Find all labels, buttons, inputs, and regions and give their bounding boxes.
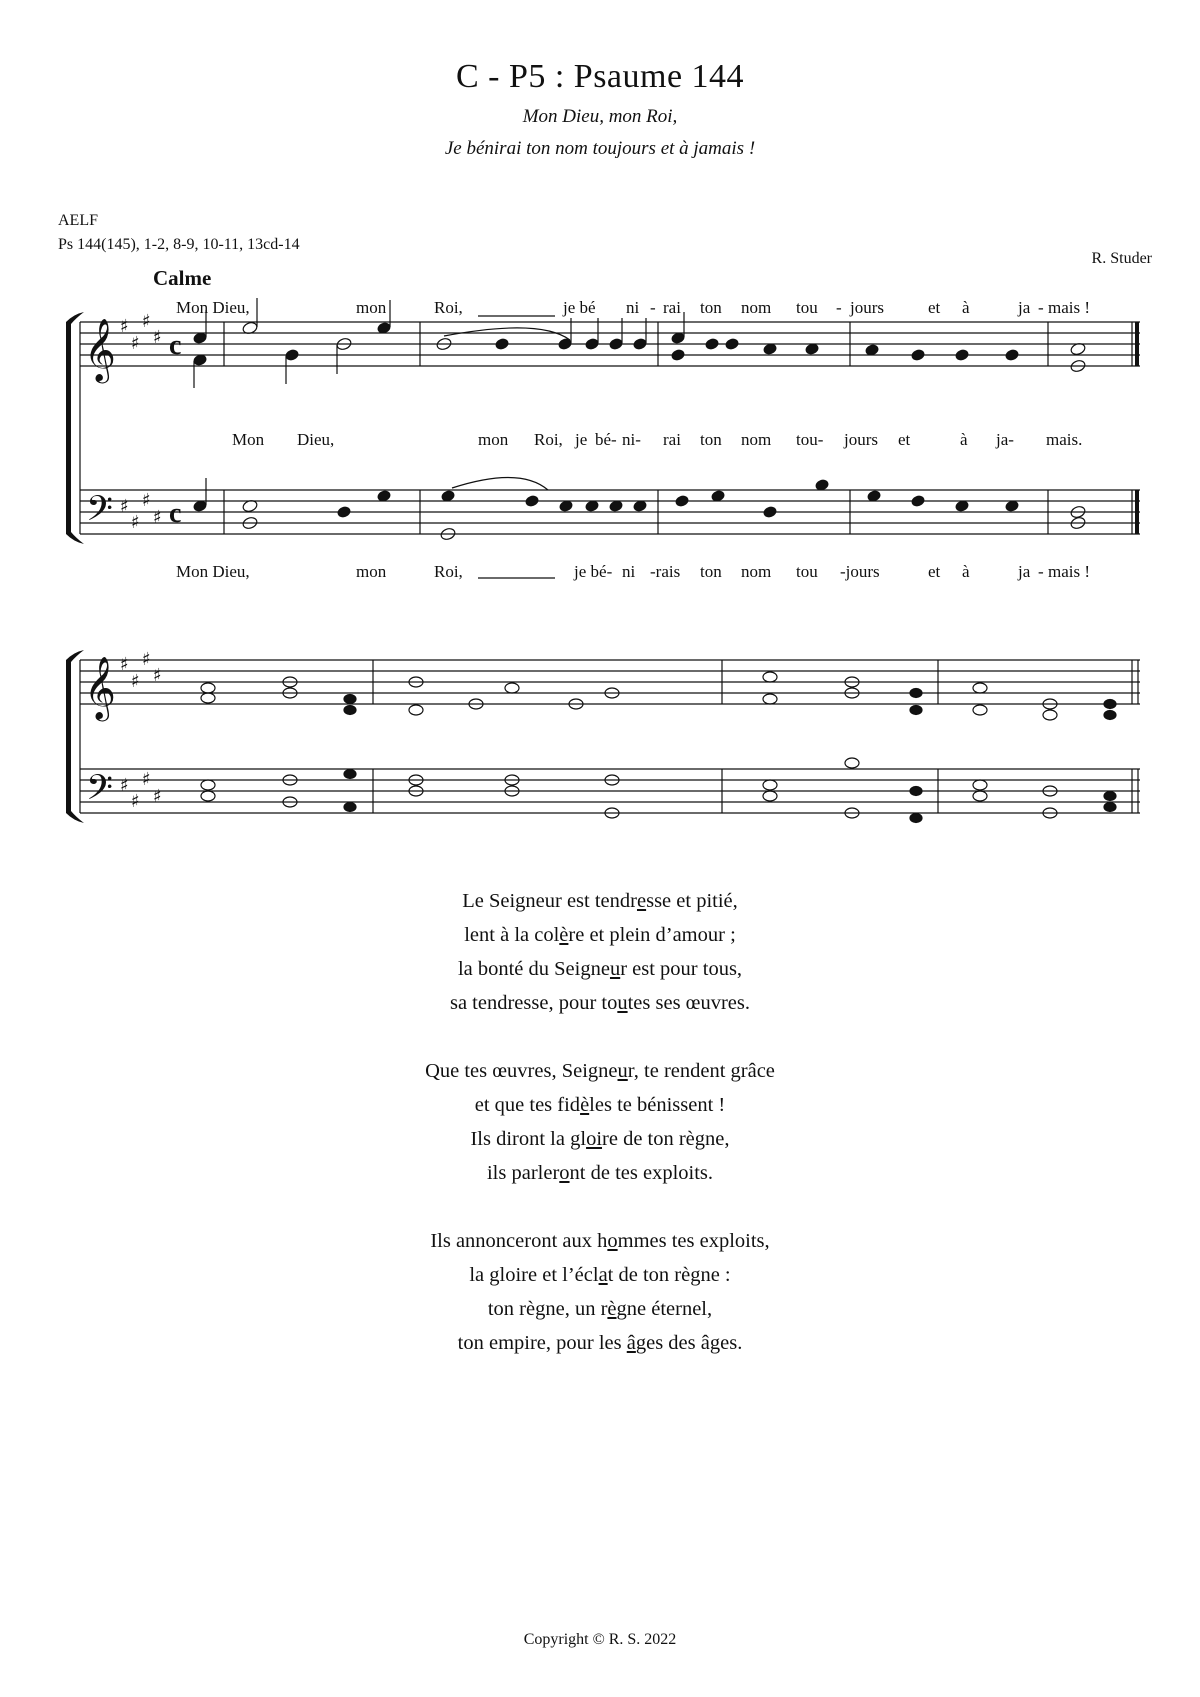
lyric-syllable: Dieu, (297, 430, 335, 449)
lyric-syllable: tou (796, 298, 818, 317)
lyric-syllable: -jours (840, 562, 880, 581)
lyric-syllable: mais ! (1048, 562, 1091, 581)
lyric-syllable: ton (700, 562, 722, 581)
accent-syllable: oi (586, 1128, 603, 1150)
lyric-syllable: nom (741, 562, 772, 581)
lyric-syllable: jours (850, 298, 884, 317)
svg-text:♯: ♯ (153, 507, 162, 528)
svg-text:♯: ♯ (153, 327, 162, 348)
stanza-1 (0, 884, 1200, 1020)
lyric-syllable: jours (844, 430, 878, 449)
verse-line: sa tendresse, pour toutes ses œuvres. (449, 992, 751, 1014)
verse-line: la gloire et l’éclat de ton règne : (469, 1264, 731, 1286)
psalm-verses (0, 884, 1200, 1394)
lyric-syllable: ja (1018, 298, 1031, 317)
lyric-syllable: mais. (1046, 430, 1083, 449)
lyric-syllable: nom (741, 298, 772, 317)
svg-text:♯: ♯ (120, 496, 129, 517)
lyric-syllable: ni (626, 298, 640, 317)
lyric-syllable: Roi, (434, 562, 463, 581)
verse-line: Le Seigneur est tendresse et pitié, (462, 890, 738, 912)
svg-text:♯: ♯ (120, 654, 129, 675)
lyric-syllable: je bé- (574, 562, 613, 581)
lyric-syllable: Mon (232, 430, 265, 449)
lyric-syllable: rai (663, 298, 681, 317)
accent-syllable: â (626, 1332, 636, 1354)
stanza-2 (0, 1054, 1200, 1190)
accent-syllable: è (607, 1298, 617, 1320)
lyric-syllable: à (962, 562, 970, 581)
lyric-syllable: -rais (650, 562, 681, 581)
verse-line: Que tes œuvres, Seigneur, te rendent grâce (425, 1060, 775, 1082)
bass-clef-icon: 𝄢 (86, 767, 114, 816)
svg-text:♯: ♯ (142, 649, 151, 670)
verse-line: Ils annonceront aux hommes tes exploits, (430, 1230, 770, 1252)
verse-line: Ils diront la gloire de ton règne, (470, 1128, 730, 1150)
verse-line: et que tes fidèles te bénissent ! (474, 1094, 726, 1116)
lyric-syllable: mais ! (1048, 298, 1091, 317)
svg-text:♯: ♯ (131, 791, 140, 812)
svg-text:♯: ♯ (120, 775, 129, 796)
accent-syllable: e (636, 890, 647, 912)
accent-syllable: o (607, 1230, 618, 1252)
svg-text:♯: ♯ (131, 512, 140, 533)
lyric-syllable: et (898, 430, 911, 449)
lyric-syllable: - (1038, 298, 1044, 317)
bass-staff-system-1 (80, 490, 1140, 534)
notes-bass-system-1 (193, 477, 1086, 541)
lyric-syllable: tou- (796, 430, 824, 449)
accent-syllable: a (598, 1264, 608, 1286)
svg-text:♯: ♯ (131, 671, 140, 692)
svg-text:♯: ♯ (142, 311, 151, 332)
lyric-syllable: tou (796, 562, 818, 581)
lyric-syllable: bé- (595, 430, 617, 449)
svg-text:♯: ♯ (142, 769, 151, 790)
accent-syllable: u (617, 1060, 628, 1082)
svg-text:♯: ♯ (131, 333, 140, 354)
copyright-notice: Copyright © R. S. 2022 (523, 1631, 677, 1648)
accent-syllable: o (559, 1162, 570, 1184)
music-score (0, 0, 1200, 830)
lyric-syllable: ja- (996, 430, 1014, 449)
verse-line: ton règne, un règne éternel, (487, 1298, 713, 1320)
lyric-syllable: nom (741, 430, 772, 449)
svg-text:♯: ♯ (153, 786, 162, 807)
treble-clef-icon: 𝄞 (84, 656, 116, 719)
lyric-syllable: Roi, (534, 430, 563, 449)
lyric-syllable: - (650, 298, 656, 317)
lyric-syllable: - (836, 298, 842, 317)
soprano-lyrics (0, 298, 1200, 322)
lyric-syllable: à (962, 298, 970, 317)
svg-text:c: c (169, 498, 182, 529)
tempo-marking: Calme (153, 266, 212, 290)
svg-text:c: c (169, 330, 182, 361)
lyric-syllable: mon (478, 430, 509, 449)
lyric-syllable: ton (700, 298, 722, 317)
lyric-syllable: et (928, 562, 941, 581)
verse-line: ils parleront de tes exploits. (486, 1162, 714, 1184)
antiphon-line-1: Mon Dieu, mon Roi, (522, 106, 678, 127)
lyric-syllable: Roi, (434, 298, 463, 317)
composer-name: R. Studer (1091, 250, 1152, 267)
treble-clef-icon: 𝄞 (84, 318, 116, 381)
barlines-system-2 (373, 660, 1132, 813)
page-title: C - P5 : Psaume 144 (455, 58, 745, 95)
lyric-syllable: ton (700, 430, 722, 449)
lyric-syllable: - (1038, 562, 1044, 581)
accent-syllable: u (617, 992, 628, 1014)
accent-syllable: è (559, 924, 569, 946)
psalm-reference: Ps 144(145), 1-2, 8-9, 10-11, 13cd-14 (58, 236, 300, 253)
accent-syllable: è (580, 1094, 590, 1116)
lyric-syllable: rai (663, 430, 681, 449)
lyric-syllable: mon (356, 562, 387, 581)
svg-text:♯: ♯ (153, 665, 162, 686)
verse-line: lent à la colère et plein d’amour ; (464, 924, 736, 946)
accent-syllable: u (609, 958, 621, 980)
lyric-syllable: ni (622, 562, 636, 581)
bass-lyrics (0, 562, 1200, 586)
stanza-3 (0, 1224, 1200, 1360)
lyric-syllable: je bé (563, 298, 596, 317)
lyric-syllable: à (960, 430, 968, 449)
lyric-syllable: et (928, 298, 941, 317)
lyric-syllable: Mon Dieu, (176, 562, 250, 581)
lyric-syllable: je (575, 430, 588, 449)
verse-line: ton empire, pour les âges des âges. (457, 1332, 743, 1354)
lyric-syllable: Mon Dieu, (176, 298, 250, 317)
svg-text:♯: ♯ (120, 316, 129, 337)
lyric-syllable: ni- (622, 430, 641, 449)
bass-clef-icon: 𝄢 (86, 488, 114, 537)
lyric-syllable: mon (356, 298, 387, 317)
alto-lyrics (0, 430, 1200, 454)
verse-line: la bonté du Seigneur est pour tous, (457, 958, 743, 980)
notes-system-2 (201, 672, 1116, 823)
svg-text:♯: ♯ (142, 490, 151, 511)
antiphon-line-2: Je bénirai ton nom toujours et à jamais ! (444, 138, 756, 159)
lyric-syllable: ja (1018, 562, 1031, 581)
source-label: AELF (58, 212, 98, 229)
